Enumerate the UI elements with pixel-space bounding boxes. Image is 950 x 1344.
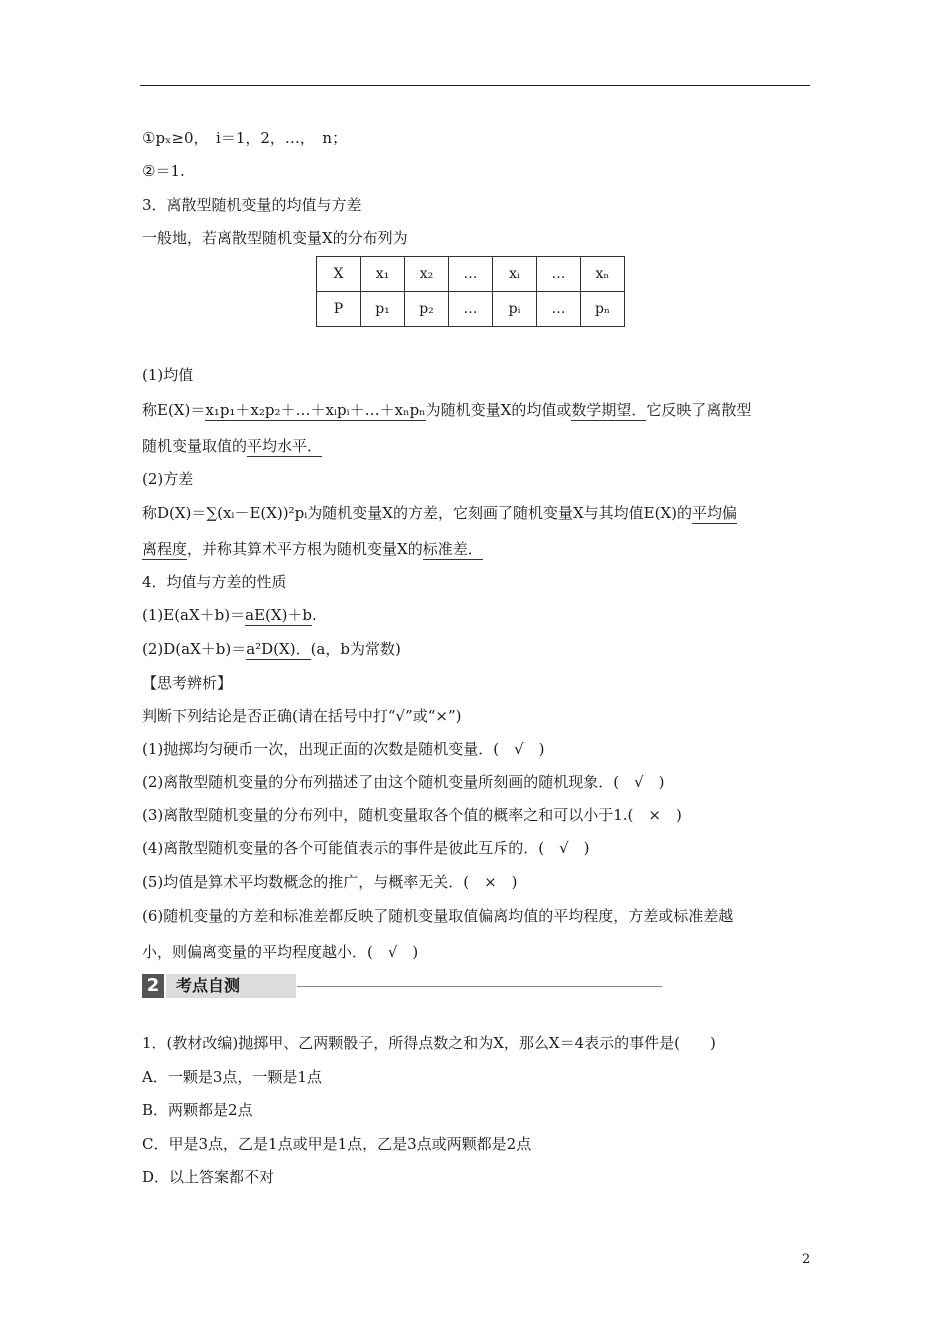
section-3-intro: 一般地，若离散型随机变量X的分布列为	[142, 229, 408, 247]
variance-line-2	[142, 539, 483, 559]
variance-heading: (2)方差	[142, 470, 194, 488]
mean-line2-term: 平均水平．	[247, 437, 323, 455]
header-rule	[140, 85, 810, 86]
mean-line-2	[142, 436, 322, 456]
table-cell: P	[317, 292, 361, 327]
question-1: 1．(教材改编)抛掷甲、乙两颗骰子，所得点数之和为X，那么X＝4表示的事件是( )	[142, 1034, 716, 1052]
mean-mid: 为随机变量X的均值或	[425, 401, 572, 419]
section-number: 2	[142, 974, 164, 998]
property-1	[142, 605, 317, 625]
mean-pre: 称E(X)＝	[142, 401, 206, 419]
judgement-item: (3)离散型随机变量的分布列中，随机变量取各个值的概率之和可以小于1.( × )	[142, 806, 682, 824]
table-cell: pᵢ	[493, 292, 537, 327]
table-cell: …	[537, 257, 581, 292]
variance-line-1	[142, 503, 737, 523]
table-row	[317, 257, 625, 292]
think-intro: 判断下列结论是否正确(请在括号中打“√”或“×”)	[142, 707, 462, 725]
table-row	[317, 292, 625, 327]
table-cell: x₂	[405, 257, 449, 292]
judgement-item: (2)离散型随机变量的分布列描述了由这个随机变量所刻画的随机现象．( √ )	[142, 773, 665, 791]
section-title: 考点自测	[166, 974, 296, 998]
table-cell: …	[449, 257, 493, 292]
option-a: A．一颗是3点，一颗是1点	[142, 1068, 322, 1086]
table-cell: …	[449, 292, 493, 327]
option-b: B．两颗都是2点	[142, 1101, 253, 1119]
section-3-title: 3．离散型随机变量的均值与方差	[142, 196, 362, 214]
mean-formula: x₁p₁＋x₂p₂＋…＋xᵢpᵢ＋…＋xₙpₙ	[205, 401, 426, 419]
variance-pre: 称D(X)＝∑(xᵢ－E(X))²pᵢ为随机变量X的方差，它刻画了随机变量X与其均值E(X)的	[142, 504, 692, 522]
condition-2-tail: ＝1.	[155, 162, 185, 180]
table-cell: p₁	[361, 292, 405, 327]
variance-term: 平均偏	[691, 504, 737, 522]
table-cell: pₙ	[581, 292, 625, 327]
table-cell: xᵢ	[493, 257, 537, 292]
mean-term: 数学期望．	[571, 401, 647, 419]
judgement-item: (5)均值是算术平均数概念的推广，与概率无关．( × )	[142, 873, 518, 891]
table-cell: …	[537, 292, 581, 327]
property-2-value: a²D(X)．	[246, 640, 311, 658]
table-cell: X	[317, 257, 361, 292]
property-2	[142, 639, 401, 659]
option-c: C．甲是3点，乙是1点或甲是1点，乙是3点或两颗都是2点	[142, 1135, 532, 1153]
mean-line2-pre: 随机变量取值的	[142, 437, 248, 455]
variance-term-2: 离程度	[142, 540, 188, 558]
judgement-item: (1)抛掷均匀硬币一次，出现正面的次数是随机变量．( √ )	[142, 740, 545, 758]
condition-2	[142, 161, 185, 181]
section-header	[142, 974, 522, 998]
property-1-pre: (1)E(aX＋b)＝	[142, 606, 246, 624]
mean-post: 它反映了离散型	[646, 401, 752, 419]
mean-heading: (1)均值	[142, 366, 194, 384]
variance-mid: ，并称其算术平方根为随机变量X的	[187, 540, 423, 558]
property-1-value: aE(X)＋b	[245, 606, 313, 624]
table-cell: p₂	[405, 292, 449, 327]
property-2-pre: (2)D(aX＋b)＝	[142, 640, 247, 658]
condition-2-label: ②	[142, 162, 156, 180]
judgement-item: (4)离散型随机变量的各个可能值表示的事件是彼此互斥的．( √ )	[142, 839, 590, 857]
property-2-post: (a，b为常数)	[310, 640, 401, 658]
variance-term-3: 标准差．	[422, 540, 483, 558]
property-1-post: .	[312, 606, 317, 624]
distribution-table	[316, 256, 625, 327]
table-cell: x₁	[361, 257, 405, 292]
section-4-title: 4．均值与方差的性质	[142, 573, 287, 591]
judgement-item: (6)随机变量的方差和标准差都反映了随机变量取值偏离均值的平均程度，方差或标准差越	[142, 907, 734, 925]
option-d: D．以上答案都不对	[142, 1168, 275, 1186]
page-number: 2	[802, 1252, 811, 1267]
mean-line-1	[142, 400, 751, 420]
judgement-item: 小，则偏离变量的平均程度越小．( √ )	[142, 943, 419, 961]
think-title: 【思考辨析】	[142, 674, 233, 692]
table-cell: xₙ	[581, 257, 625, 292]
condition-1: ①pₓ≥0， i＝1，2，…， n；	[142, 129, 348, 147]
section-divider	[297, 986, 662, 987]
